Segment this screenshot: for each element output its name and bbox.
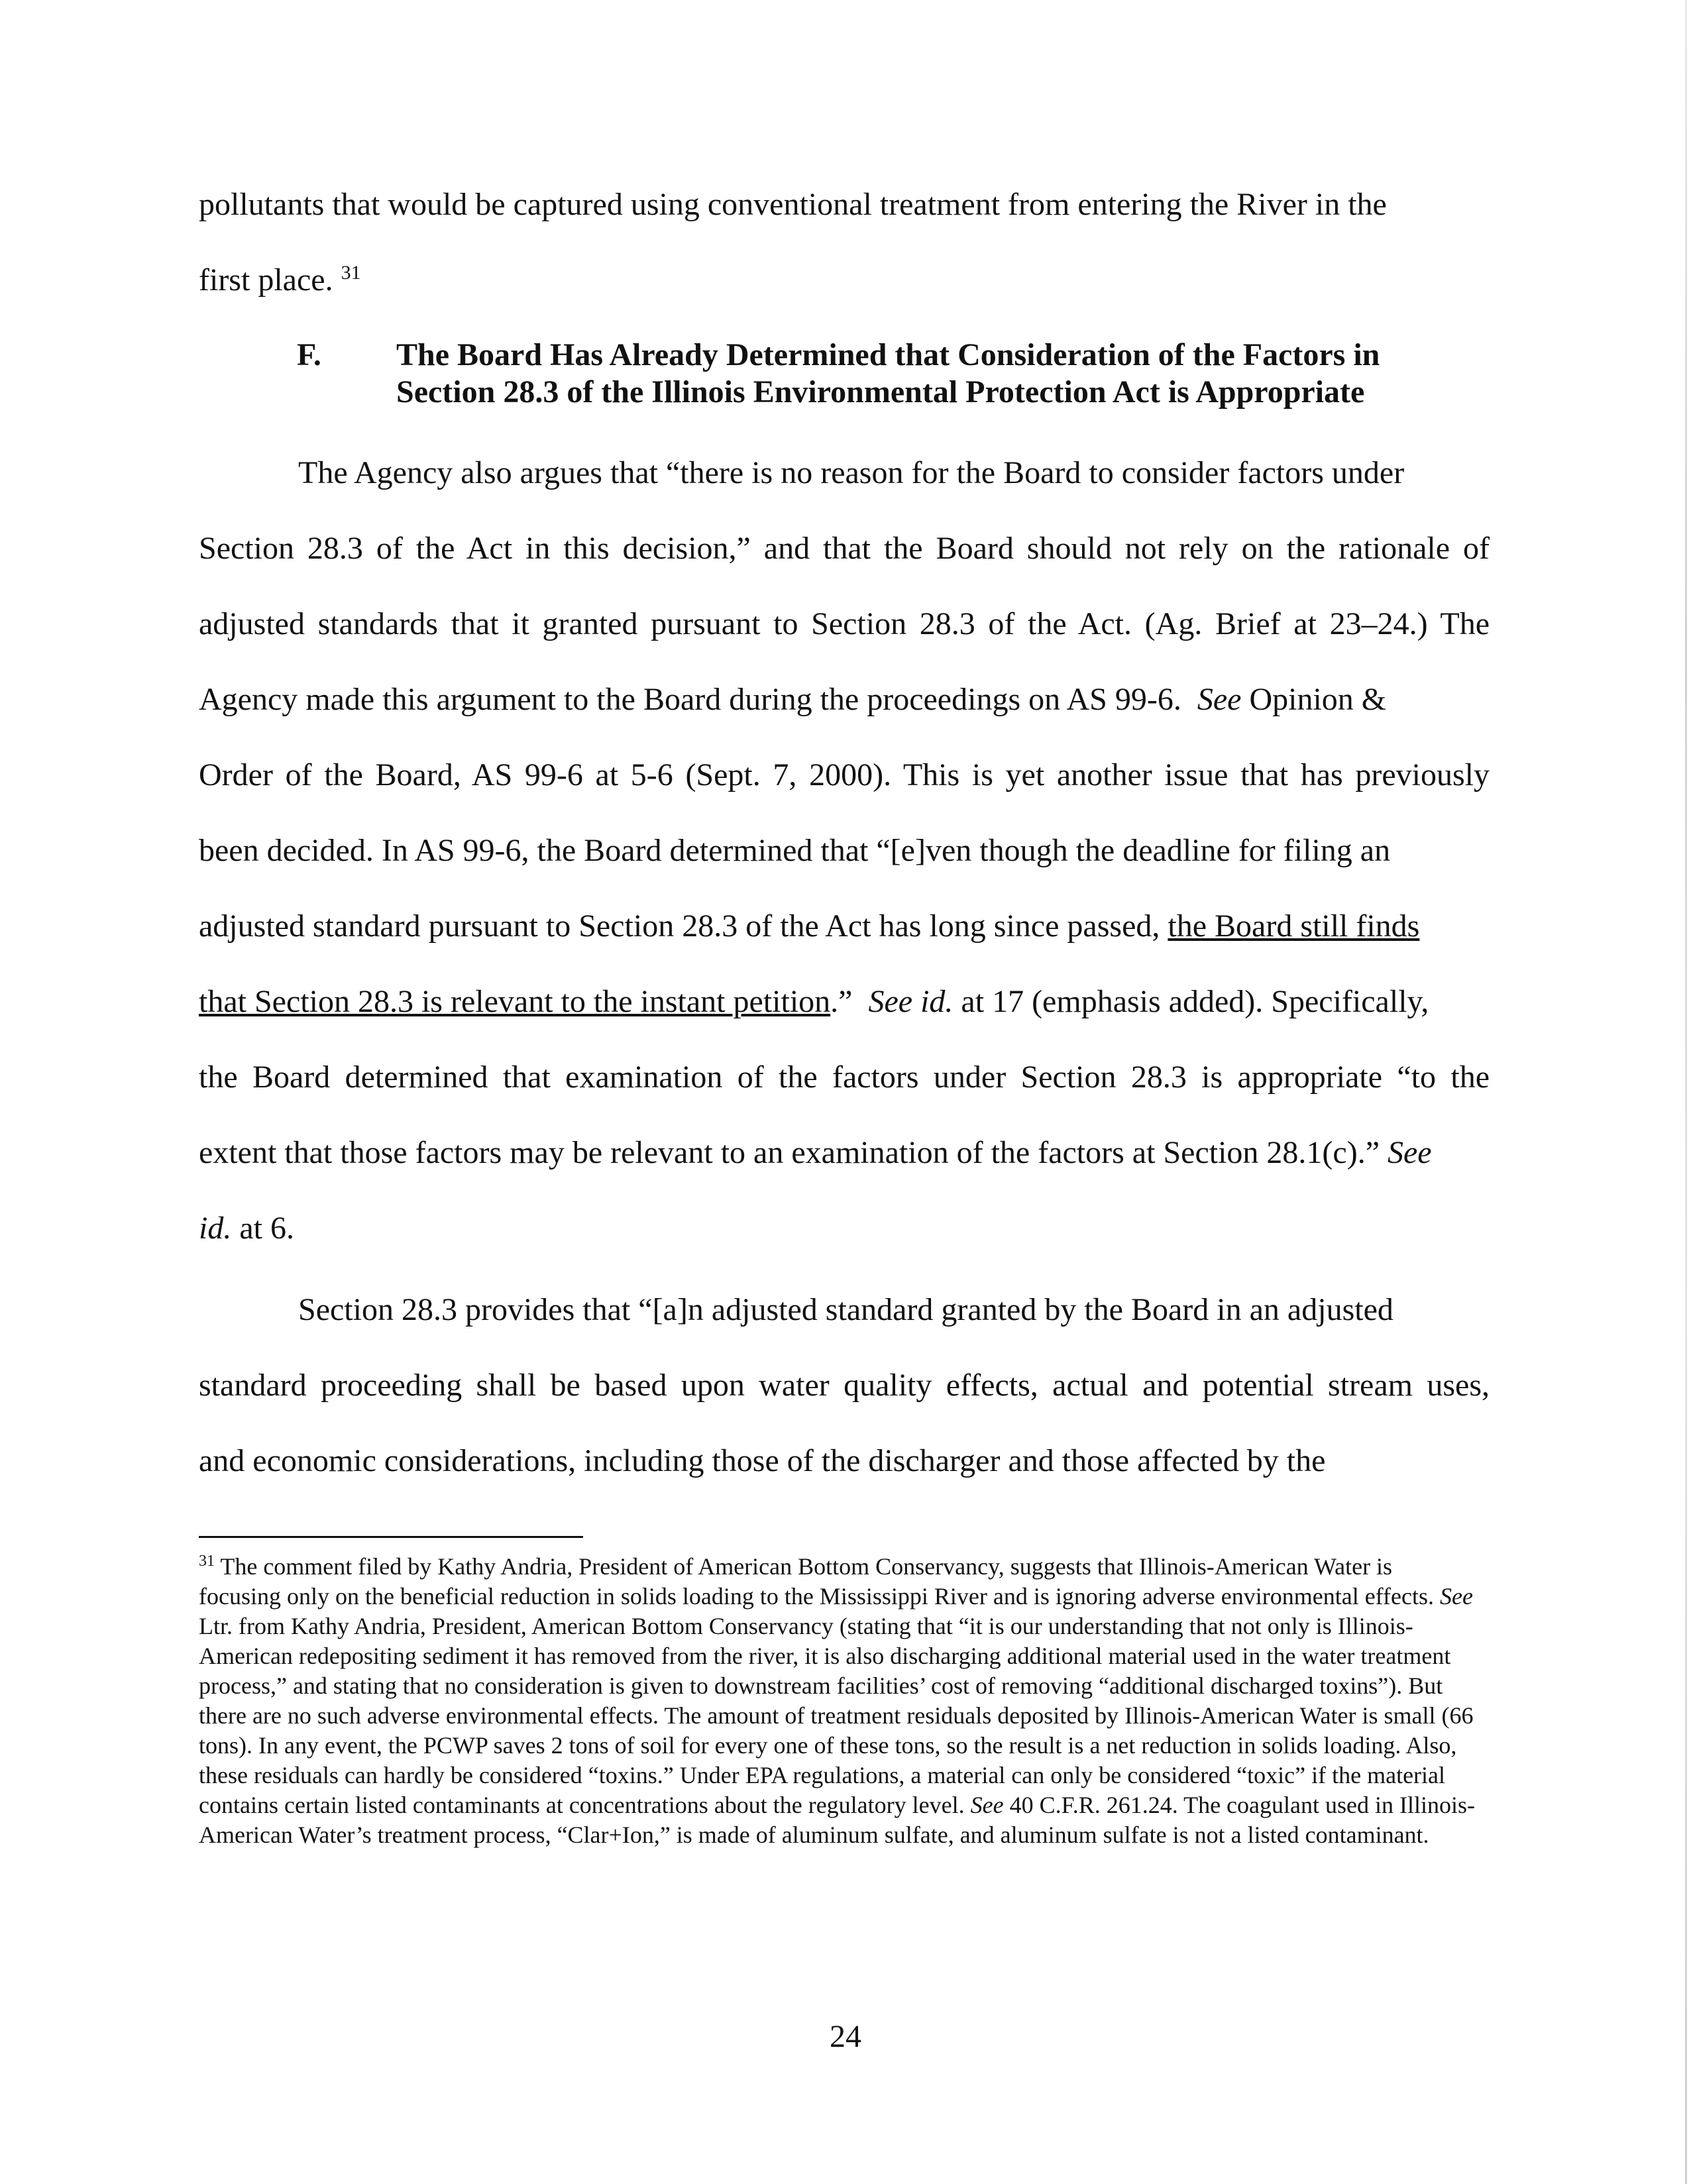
section-28-3-paragraph	[199, 1272, 1490, 1499]
opening-paragraph	[199, 167, 1490, 318]
paragraph-line: first place. $^{31}$	[199, 262, 361, 298]
paragraph-line: the Board determined that examination of the factors under Section 28.3 is appropriate “to the	[199, 1060, 1490, 1095]
paragraph-line: Section 28.3 provides that “[a]n adjusted standard granted by the Board in an adjusted	[298, 1292, 1393, 1327]
emphasized-text: that Section 28.3 is relevant to the instant petition	[199, 984, 831, 1019]
footnote-reference: 31	[341, 262, 361, 284]
paragraph-line: standard proceeding shall be based upon water quality effects, actual and potential stream uses,	[199, 1368, 1490, 1403]
paragraph-line: id. at 6.	[199, 1211, 294, 1246]
section-heading-title: The Board Has Already Determined that Consideration of the Factors in Section 28.3 of the Illinois Environmental Protection Act is Appropriate	[396, 337, 1380, 410]
paragraph-line: adjusted standards that it granted pursuant to Section 28.3 of the Act. (Ag. Brief at 23–24.) The	[199, 606, 1490, 641]
emphasized-text: the Board still finds	[1168, 908, 1420, 944]
paragraph-line: been decided. In AS 99-6, the Board determined that “[e]ven though the deadline for filing an	[199, 833, 1391, 868]
footnote-separator	[199, 1536, 583, 1538]
paragraph-line: that Section 28.3 is relevant to the instant petition.” See id. at 17 (emphasis added). Specifically,	[199, 984, 1429, 1019]
footnote-31: $^{31}$ The comment filed by Kathy Andria, President of American Bottom Conservancy, suggests that Illinois-American Water is focusing only on the beneficial reduction in solids loading to the Mississippi River and is ignoring adverse environmental effects. See Ltr. from Kathy Andria, President, American Bottom Conservancy (stating that “it is our understanding that not only is Illinois-American redepositing sediment it has removed from the river, it is also discharging additional material used in the water treatment process,” and stating that no consideration is given to downstream facilities’ cost of removing “additional discharged toxins”). But there are no such adverse environmental effects. The amount of treatment residuals deposited by Illinois-American Water is small (66 tons). In any event, the PCWP saves 2 tons of soil for every one of these tons, so the result is a net reduction in solids loading. Also, these residuals can hardly be considered “toxins.” Under EPA regulations, a material can only be considered “toxic” if the material contains certain listed contaminants at concentrations about the regulatory level. See 40 C.F.R. 261.24. The coagulant used in Illinois-American Water’s treatment process, “Clar+Ion,” is made of aluminum sulfate, and aluminum sulfate is not a listed contaminant.	[199, 1553, 1475, 1848]
paragraph-line: The Agency also argues that “there is no reason for the Board to consider factors under	[298, 455, 1405, 490]
paragraph-line: and economic considerations, including those of the discharger and those affected by the	[199, 1443, 1326, 1478]
agency-argument-paragraph	[199, 435, 1490, 1266]
paragraph-line: adjusted standard pursuant to Section 28.3 of the Act has long since passed, the Board still finds	[199, 908, 1420, 944]
paragraph-line: pollutants that would be captured using conventional treatment from entering the River in the	[199, 187, 1387, 222]
section-heading-letter: F.	[297, 337, 321, 372]
paragraph-line: Agency made this argument to the Board during the proceedings on AS 99-6. See Opinion &	[199, 682, 1387, 717]
footnote-marker: 31	[199, 1553, 215, 1570]
paragraph-line: Section 28.3 of the Act in this decision,” and that the Board should not rely on the rationale of	[199, 531, 1490, 566]
paragraph-line: extent that those factors may be relevant to an examination of the factors at Section 28.1(c).” See	[199, 1135, 1432, 1170]
page-number: 24	[830, 2019, 861, 2054]
paragraph-line: Order of the Board, AS 99-6 at 5-6 (Sept. 7, 2000). This is yet another issue that has previously	[199, 757, 1490, 792]
scan-edge-shadow	[1685, 0, 1687, 2184]
